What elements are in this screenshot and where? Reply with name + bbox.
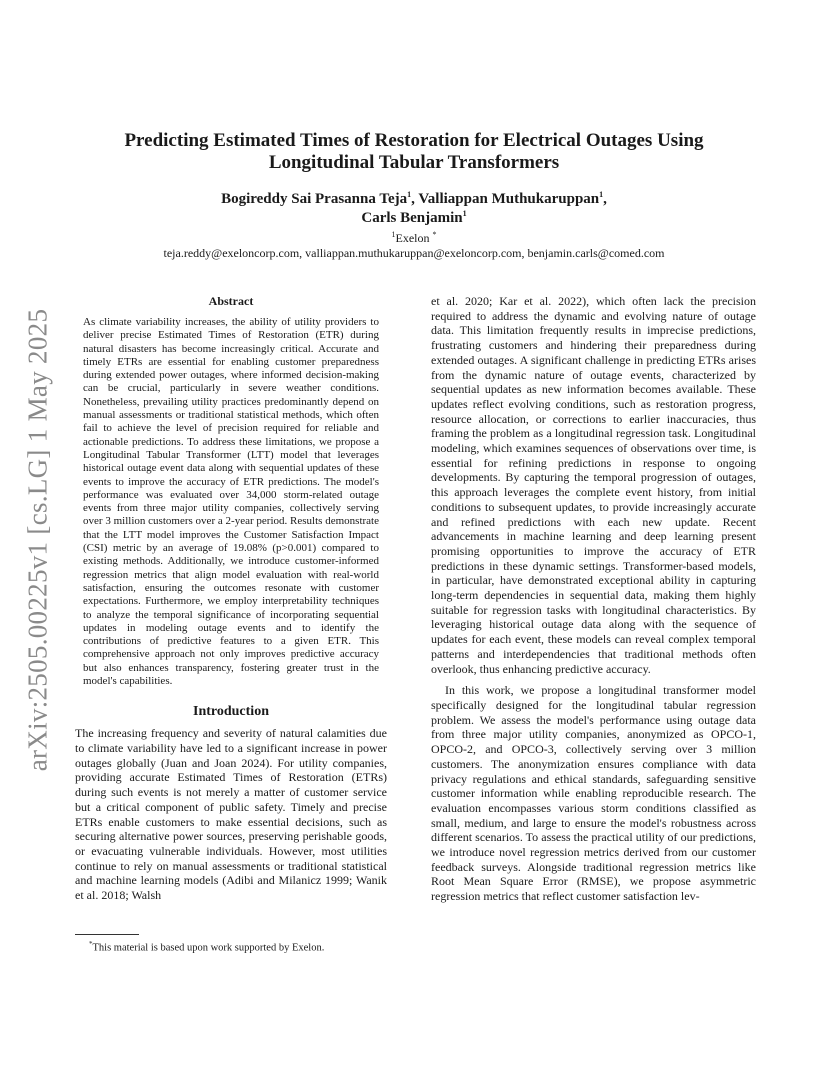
introduction-heading: Introduction bbox=[193, 704, 269, 720]
author-emails[interactable]: teja.reddy@exeloncorp.com, valliappan.muthukaruppan@exeloncorp.com, benjamin.carls@comed.com bbox=[163, 246, 665, 260]
affiliation bbox=[90, 231, 738, 246]
introduction-paragraph: The increasing frequency and severity of natural calamities due to climate variability have led to a significant increase in power outages globally (Juan and Joan 2024). For utility companies, providing accurate Estimated Times of Restoration (ETRs) during such events is not merely a matter of customer service but a critical component of public safety. Timely and precise ETRs enable customers to make essential decisions, such as securing alternative power sources, preserving perishable goods, or evacuating vulnerable individuals. However, most utilities continue to rely on manual assessments or traditional statistical and machine learning models (Adibi and Milanicz 1999; Wanik et al. 2018; Walsh bbox=[75, 726, 387, 903]
body-paragraph: et al. 2020; Kar et al. 2022), which often lack the precision required to address the dynamic and evolving nature of outage data. This limitation frequently results in imprecise predictions, frustrating customers and hindering their preparedness during extended outages. A significant challenge in predicting ETRs arises from the dynamic nature of outage events, characterized by sequential updates as new information becomes available. These updates reflect evolving conditions, such as restoration progress, resource allocation, or corrections to earlier inaccuracies, thus framing the problem as a longitudinal regression task. Longitudinal modeling, which examines sequences of observations over time, is essential for refining predictions in response to ongoing developments. By capturing the temporal progression of outages, this approach leverages the complete event history, from initial conditions to subsequent updates, to provide increasingly accurate and refined predictions with each new update. Recent advancements in machine learning and deep learning present promising opportunities to improve the accuracy of ETR predictions in these dynamic settings. Transformer-based models, in particular, have demonstrated exceptional ability in capturing long-term dependencies in sequential data, making them highly suitable for regression tasks with longitudinal characteristics. By leveraging historical outage data along with the sequence of updates for each event, these models can reveal complex temporal patterns and interdependencies that traditional methods often overlook, thus enhancing predictive accuracy. bbox=[431, 294, 756, 676]
left-column bbox=[75, 294, 387, 903]
affiliation-mark: 1 bbox=[462, 209, 467, 218]
footnote-marker: * bbox=[89, 940, 93, 948]
author-name: Valliappan Muthukaruppan bbox=[418, 191, 600, 207]
paper-title bbox=[90, 130, 738, 174]
right-column bbox=[431, 294, 756, 904]
affiliation-mark: 1 bbox=[407, 190, 412, 199]
title-line-1: Predicting Estimated Times of Restoration for Electrical Outages Using bbox=[124, 130, 704, 151]
abstract-heading: Abstract bbox=[208, 294, 254, 308]
abstract-text: As climate variability increases, the ability of utility providers to deliver precise Estimated Times of Restoration (ETR) during natural disasters has become increasingly critical. Accurate and timely ETRs are essential for enabling customer preparedness during extended power outages, where informed decision-making can be crucial, particularly in severe weather conditions. Nonetheless, prevailing utility practices predominantly depend on manual assessments or traditional statistical methods, which often fail to achieve the level of precision required for reliable and actionable predictions. To address these limitations, we propose a Longitudinal Tabular Transformer (LTT) model that leverages historical outage event data along with sequential updates of these events to improve the accuracy of ETR predictions. The model's performance was evaluated over 34,000 storm-related outage events from three major utility companies, collectively serving over 3 million customers over a 2-year period. Results demonstrate that the LTT model improves the Customer Satisfaction Impact (CSI) metric by an average of 19.08% (p>0.001) compared to existing methods. Additionally, we introduce customer-informed regression metrics that align model evaluation with real-world satisfaction, ensuring the outcomes resonate with customer expectations. Furthermore, we employ interpretability techniques to analyze the temporal significance of incorporating sequential updates in modeling outage events and to identify the contributions of predictive features to a given ETR. This comprehensive approach not only improves predictive accuracy but also enhances transparency, fostering greater trust in the model's capabilities. bbox=[83, 316, 379, 688]
affiliation-name: Exelon bbox=[395, 231, 430, 245]
title-line-2: Longitudinal Tabular Transformers bbox=[268, 152, 560, 173]
author-list: Bogireddy Sai Prasanna Teja$^1$, Valliappan Muthukaruppan$^1$, Carls Benjamin$^1$ bbox=[221, 190, 607, 226]
footnote-marker: * bbox=[432, 230, 437, 239]
footnote-divider bbox=[75, 934, 139, 935]
footnote-text: This material is based upon work supported by Exelon. bbox=[92, 942, 325, 954]
arxiv-identifier[interactable]: arXiv:2505.00225v1 [cs.LG] 1 May 2025 bbox=[22, 308, 53, 772]
body-paragraph: In this work, we propose a longitudinal transformer model specifically designed for the longitudinal tabular regression problem. We assess the model's performance using outage data from three major utility companies, anonymized as OPCO-1, OPCO-2, and OPCO-3, collectively serving over 3 million customers. The anonymization ensures compliance with data privacy regulations and ethical standards, safeguarding sensitive customer information while enabling reproducible research. The evaluation encompasses various storm conditions classified as small, medium, and large to ensure the model's robustness across different scenarios. To assess the practical utility of our predictions, we introduce novel regression metrics derived from our customer feedback surveys. Alongside traditional regression metrics like Root Mean Square Error (RMSE), we propose asymmetric regression metrics that reflect customer satisfaction lev- bbox=[431, 683, 756, 904]
affiliation-mark: 1 bbox=[391, 230, 396, 239]
author-name: Carls Benjamin bbox=[361, 210, 463, 226]
author-name: Bogireddy Sai Prasanna Teja bbox=[221, 191, 408, 207]
affiliation-mark: 1 bbox=[599, 190, 604, 199]
footnote bbox=[75, 938, 387, 955]
